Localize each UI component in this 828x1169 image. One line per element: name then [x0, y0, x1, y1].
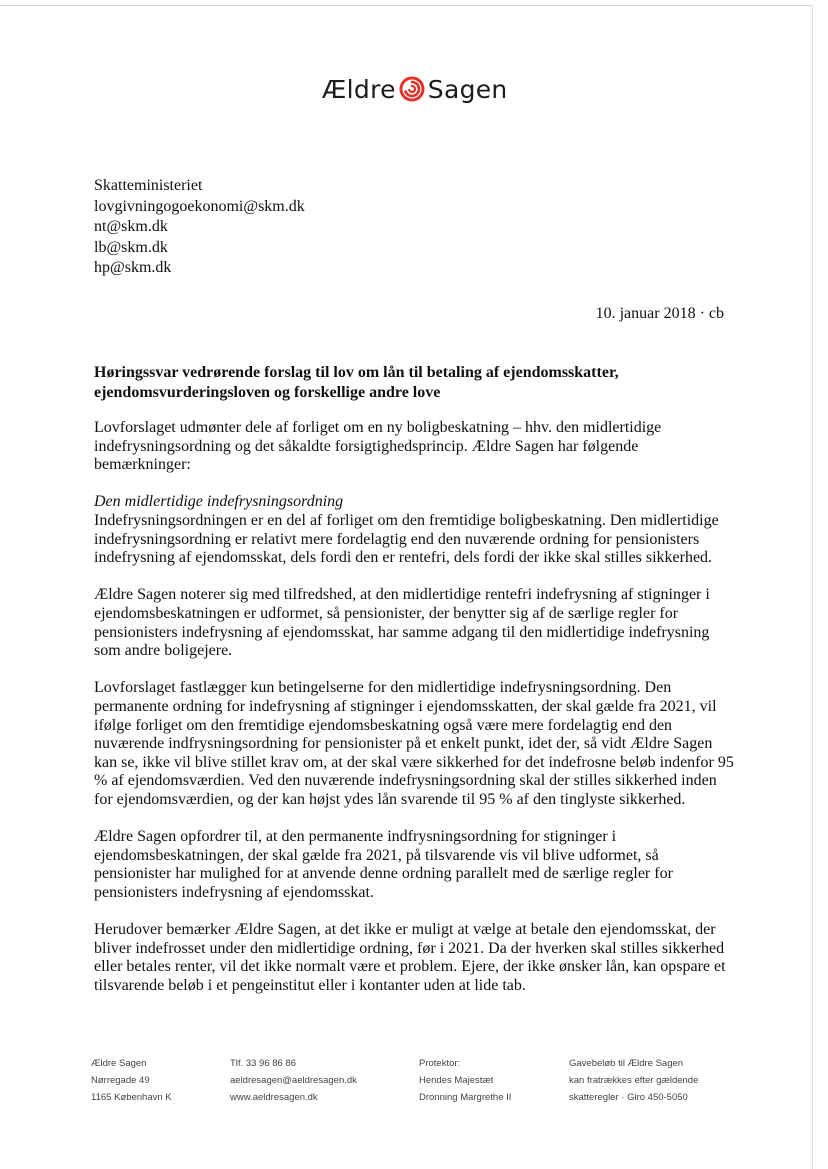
aeldre-sagen-logo: [322, 72, 508, 106]
recipient-block: [94, 176, 305, 279]
footer-email: aeldresagen@aeldresagen.dk: [230, 1075, 357, 1086]
footer-protector: [419, 1055, 511, 1106]
scan-top-edge: [0, 5, 812, 6]
logo-text-part2: Sagen: [427, 74, 508, 104]
letter-title: Høringssvar vedrørende forslag til lov om lån til betaling af ejendomsskatter, ejendomsvurderingsloven og forskellige andre love: [94, 364, 619, 401]
footer-line: Gavebeløb til Ældre Sagen: [569, 1058, 684, 1069]
paragraph-text: Ældre Sagen noterer sig med tilfredshed, at den midlertidige rentefri indefrysning af stigninger i ejendomsbeskatningen er udformet, så pensionister, der benytter sig af de særlige regler for pensionisters indefrysning af ejendomsskat, har samme adgang til den midlertidige indefrysning som andre boligejere.: [94, 586, 710, 660]
footer-line: Hendes Majestæt: [419, 1075, 494, 1086]
footer-line: 1165 København K: [91, 1092, 172, 1103]
logo-swirl-icon: [399, 76, 425, 102]
letter-date: 10. januar 2018 · cb: [595, 305, 724, 322]
recipient-line: Skatteministeriet: [94, 177, 203, 194]
paragraph-intro: Lovforslaget udmønter dele af forliget om en ny boligbeskatning – hhv. den midlertidige indefrysningsordning og det såkaldte forsigtighedsprincip. Ældre Sagen har følgende bemærkninger:: [94, 419, 662, 474]
recipient-line: hp@skm.dk: [94, 259, 172, 276]
footer-line: Ældre Sagen: [91, 1058, 147, 1069]
footer-contact: [230, 1055, 357, 1106]
paragraph-text: Herudover bemærker Ældre Sagen, at det ikke er muligt at vælge at betale den ejendomsskat, der bliver indefrosset under den midlertidige ordning, før i 2021. Da der hverken skal stilles sikkerhed eller betales renter, vil det ikke normalt være et problem. Ejere, der ikke ønsker lån, kan opspare et tilsvarende beløb i et pengeinstitut eller i kontanter uden at lide tab.: [94, 921, 726, 994]
footer-website: www.aeldresagen.dk: [230, 1092, 318, 1103]
paragraph-text: Indefrysningsordningen er en del af forliget om den fremtidige boligbeskatning. Den midlertidige indefrysningsordning er relativt mere fordelagtig end den nuværende ordning for pensionisters indefrysning af ejendomsskat, dels fordi den er rentefri, dels fordi der ikke skal stilles sikkerhed.: [94, 511, 719, 567]
section-indefrysning: [94, 493, 734, 567]
footer-line: Nørregade 49: [91, 1075, 150, 1086]
recipient-line: nt@skm.dk: [94, 218, 168, 235]
footer-line: skatteregler · Giro 450-5050: [569, 1092, 688, 1103]
footer-phone: Tlf. 33 96 86 86: [230, 1058, 297, 1069]
footer-address: [91, 1055, 172, 1106]
paragraph-text: Lovforslaget fastlægger kun betingelserne for den midlertidige indefrysningsordning. Den permanente ordning for indefrysning af stigninger i ejendomsskatten, der skal gælde fra 2021, vil ifølge forliget om den fremtidige ejendomsbeskatning også være mere fordelagtig end den nuværende indfrysningsordning for pensionister på et enkelt punkt, idet der, så vidt Ældre Sagen kan se, ikke vil blive stillet krav om, at der skal være sikkerhed for det indefrosne beløb indenfor 95 % af ejendomsværdien. Ved den nuværende indefrysningsordning skal der stilles sikkerhed inden for ejendomsværdien, og der kan højst ydes lån svarende til 95 % af den tinglyste sikkerhed.: [94, 679, 734, 808]
footer-line: kan fratrækkes efter gældende: [569, 1075, 699, 1086]
footer-line: Protektor:: [419, 1058, 461, 1069]
footer-line: Dronning Margrethe II: [419, 1092, 512, 1103]
logo-text-part1: Ældre: [322, 74, 396, 104]
section-subheading: Den midlertidige indefrysningsordning: [94, 493, 344, 511]
paragraph-text: Ældre Sagen opfordrer til, at den permanente indfrysningsordning for stigninger i ejendomsbeskatningen, der skal gælde fra 2021, på tilsvarende vis vil blive udformet, så pensionister har mulighed for at anvende denne ordning parallelt med de særlige regler for pensionisters indefrysning af ejendomsskat.: [94, 828, 673, 901]
footer-donation: [569, 1055, 698, 1106]
recipient-line: lovgivningogoekonomi@skm.dk: [94, 197, 305, 215]
scan-right-edge: [812, 5, 813, 1169]
recipient-line: lb@skm.dk: [94, 238, 168, 256]
letter-body: [94, 419, 734, 1014]
